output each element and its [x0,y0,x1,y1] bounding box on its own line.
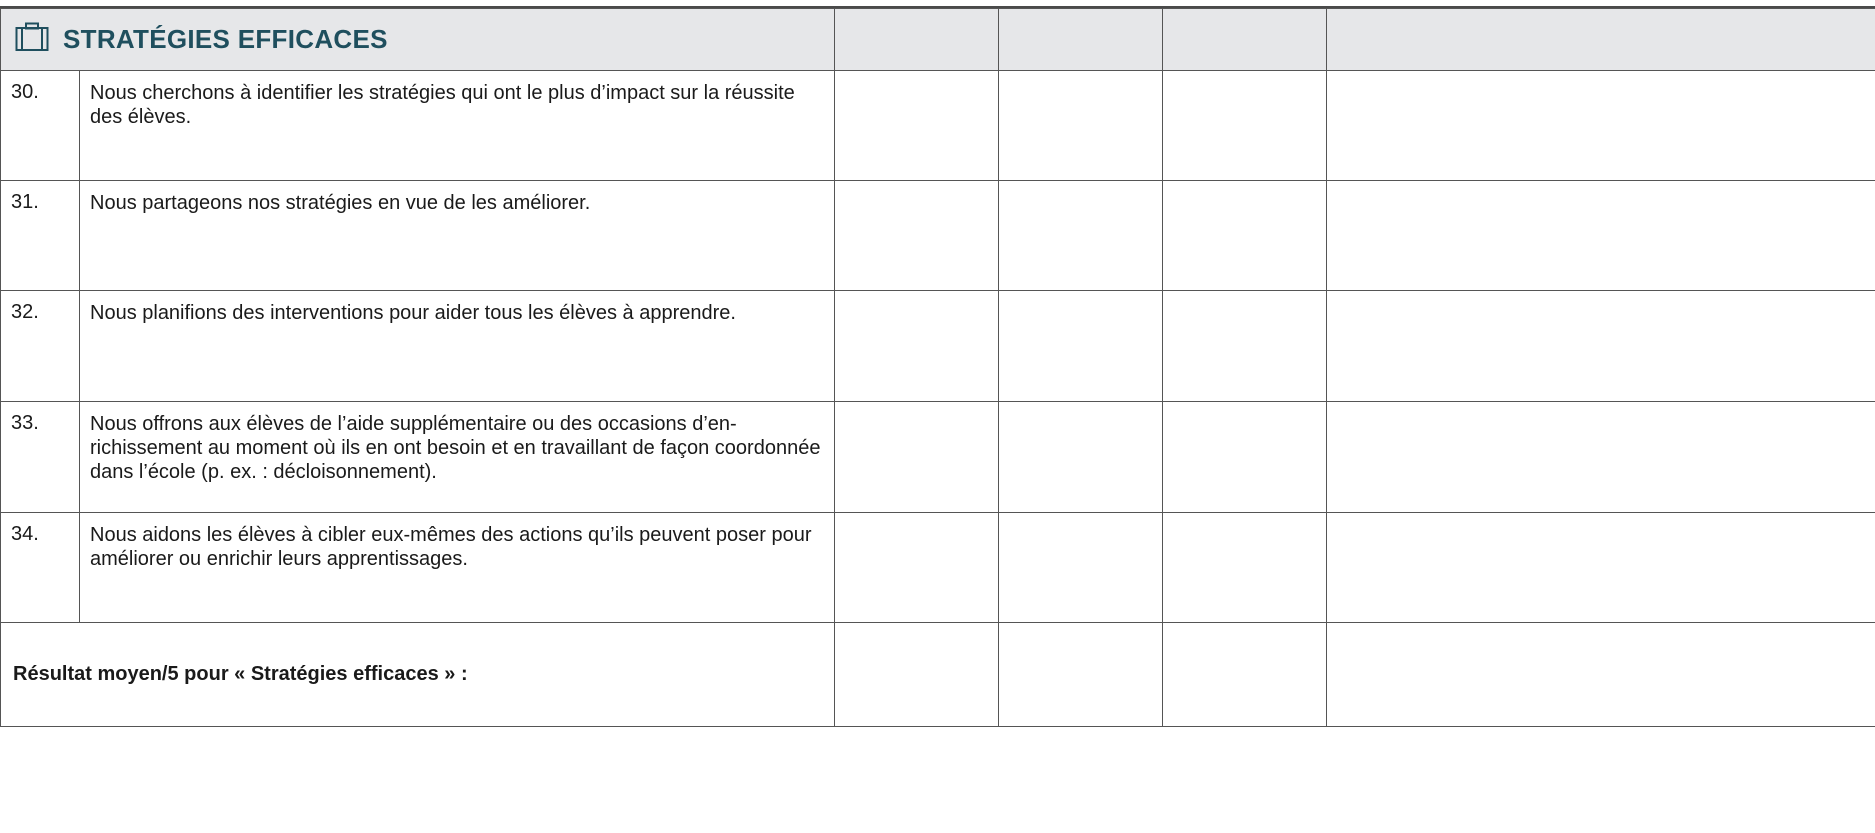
rating-input-cell[interactable] [999,402,1163,513]
item-number: 32. [1,291,80,402]
rating-input-cell[interactable] [835,513,999,623]
briefcase-icon [15,22,49,57]
average-result-row [1,623,1875,727]
table-row [1,291,1875,402]
rating-input-cell[interactable] [835,71,999,181]
average-comment-cell[interactable] [1327,623,1875,727]
section-header-cell [1,9,835,71]
item-statement: Nous partageons nos stratégies en vue de les améliorer. [80,181,835,291]
comment-input-cell[interactable] [1327,181,1875,291]
item-statement: Nous aidons les élèves à cibler eux-mêmes des actions qu’ils peuvent poser pour améliorer ou enrichir leurs apprentissages. [80,513,835,623]
item-statement: Nous planifions des interventions pour aider tous les élèves à apprendre. [80,291,835,402]
table-row [1,181,1875,291]
item-number: 34. [1,513,80,623]
comment-input-cell[interactable] [1327,513,1875,623]
rating-input-cell[interactable] [835,291,999,402]
table-row [1,513,1875,623]
comment-input-cell[interactable] [1327,402,1875,513]
rating-input-cell[interactable] [1163,513,1327,623]
rating-input-cell[interactable] [999,291,1163,402]
rating-input-cell[interactable] [999,181,1163,291]
rating-input-cell[interactable] [1163,291,1327,402]
rating-input-cell[interactable] [1163,181,1327,291]
average-result-label: Résultat moyen/5 pour « Stratégies efficaces » : [1,623,835,727]
header-comment-cell [1327,9,1875,71]
header-rating-cell-1 [835,9,999,71]
average-input-cell[interactable] [835,623,999,727]
item-statement: Nous offrons aux élèves de l’aide supplémentaire ou des occasions d’en-richissement au moment où ils en ont besoin et en travaillant de façon coordonnée dans l’école (p. ex. : décloisonnement). [80,402,835,513]
rating-input-cell[interactable] [1163,71,1327,181]
rating-input-cell[interactable] [1163,402,1327,513]
table-row [1,402,1875,513]
item-statement: Nous cherchons à identifier les stratégies qui ont le plus d’impact sur la réussite des élèves. [80,71,835,181]
rating-input-cell[interactable] [835,402,999,513]
item-number: 30. [1,71,80,181]
header-rating-cell-3 [1163,9,1327,71]
comment-input-cell[interactable] [1327,291,1875,402]
section-title: STRATÉGIES EFFICACES [63,24,388,54]
form-table-frame [0,6,1875,833]
section-header-row [1,9,1875,71]
average-input-cell[interactable] [999,623,1163,727]
table-row [1,71,1875,181]
strategies-table [0,8,1875,727]
rating-input-cell[interactable] [999,513,1163,623]
header-rating-cell-2 [999,9,1163,71]
average-input-cell[interactable] [1163,623,1327,727]
rating-input-cell[interactable] [999,71,1163,181]
item-number: 33. [1,402,80,513]
rating-input-cell[interactable] [835,181,999,291]
item-number: 31. [1,181,80,291]
comment-input-cell[interactable] [1327,71,1875,181]
